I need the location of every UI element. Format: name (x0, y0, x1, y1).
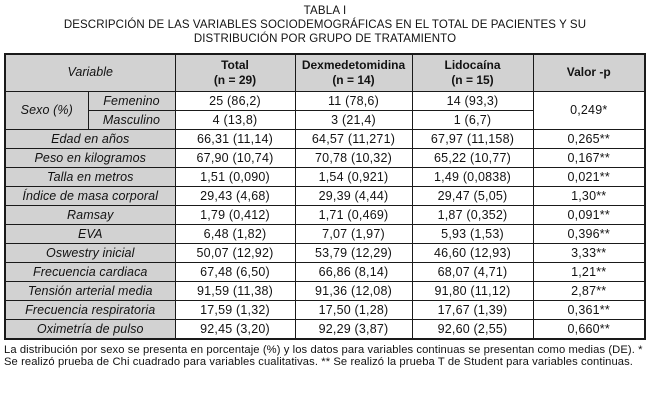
cell-lidocaina: 29,47 (5,05) (412, 186, 533, 205)
cell-total: 17,59 (1,32) (175, 300, 295, 319)
cell-dexmedetomidina: 1,54 (0,921) (295, 167, 412, 186)
row-label: Peso en kilogramos (5, 148, 175, 167)
cell-pvalue: 0,265** (533, 129, 645, 148)
table-row (5, 148, 645, 167)
row-label: Ramsay (5, 205, 175, 224)
col-header-pvalue: Valor -p (533, 54, 645, 91)
cell-pvalue: 0,167** (533, 148, 645, 167)
cell-pvalue: 0,091** (533, 205, 645, 224)
cell-pvalue: 3,33** (533, 243, 645, 262)
table-caption: DESCRIPCIÓN DE LAS VARIABLES SOCIODEMOGRÁFICAS EN EL TOTAL DE PACIENTES Y SU DISTRIBUCIÓN POR GRUPO DE TRATAMIENTO (63, 19, 587, 45)
cell-lidocaina: 67,97 (11,158) (412, 129, 533, 148)
row-label: Talla en metros (5, 167, 175, 186)
table-row (5, 129, 645, 148)
sociodemographic-table (4, 53, 646, 340)
col-header-total-label: Total (221, 57, 249, 72)
cell-pvalue: 0,396** (533, 224, 645, 243)
row-label: Edad en años (5, 129, 175, 148)
row-label-sexo: Sexo (%) (5, 91, 88, 129)
col-header-dexmedetomidina (295, 54, 412, 91)
cell-pvalue: 0,021** (533, 167, 645, 186)
table-row (5, 300, 645, 319)
col-header-dexmedetomidina-n: (n = 14) (332, 72, 375, 87)
cell-total: 67,48 (6,50) (175, 262, 295, 281)
col-header-total-n: (n = 29) (213, 72, 257, 87)
cell-total: 92,45 (3,20) (175, 319, 295, 339)
cell-total: 1,79 (0,412) (175, 205, 295, 224)
cell-lidocaina: 46,60 (12,93) (412, 243, 533, 262)
table-row (5, 224, 645, 243)
col-header-lidocaina-n: (n = 15) (451, 72, 494, 87)
table-row (5, 319, 645, 339)
cell-pvalue: 1,30** (533, 186, 645, 205)
table-row (5, 167, 645, 186)
cell-dexmedetomidina: 91,36 (12,08) (295, 281, 412, 300)
col-header-dexmedetomidina-label: Dexmedetomidina (301, 57, 406, 72)
row-label: Oximetría de pulso (5, 319, 175, 339)
table-row (5, 186, 645, 205)
cell-dexmedetomidina: 3 (21,4) (295, 110, 412, 129)
row-label: Tensión arterial media (5, 281, 175, 300)
cell-pvalue: 2,87** (533, 281, 645, 300)
row-label: EVA (5, 224, 175, 243)
cell-pvalue-sexo: 0,249* (533, 91, 645, 129)
cell-dexmedetomidina: 70,78 (10,32) (295, 148, 412, 167)
cell-dexmedetomidina: 29,39 (4,44) (295, 186, 412, 205)
cell-lidocaina: 5,93 (1,53) (412, 224, 533, 243)
cell-dexmedetomidina: 17,50 (1,28) (295, 300, 412, 319)
cell-dexmedetomidina: 7,07 (1,97) (295, 224, 412, 243)
table-row (5, 243, 645, 262)
row-label: Oswestry inicial (5, 243, 175, 262)
cell-total: 25 (86,2) (175, 91, 295, 110)
cell-lidocaina: 1,49 (0,0838) (412, 167, 533, 186)
cell-pvalue: 0,361** (533, 300, 645, 319)
table-row (5, 205, 645, 224)
col-header-lidocaina (412, 54, 533, 91)
cell-dexmedetomidina: 92,29 (3,87) (295, 319, 412, 339)
cell-lidocaina: 91,80 (11,12) (412, 281, 533, 300)
row-sublabel-masculino: Masculino (88, 110, 175, 129)
cell-total: 50,07 (12,92) (175, 243, 295, 262)
col-header-total (175, 54, 295, 91)
cell-total: 29,43 (4,68) (175, 186, 295, 205)
cell-dexmedetomidina: 1,71 (0,469) (295, 205, 412, 224)
table-row-sexo-femenino (5, 91, 645, 110)
cell-dexmedetomidina: 53,79 (12,29) (295, 243, 412, 262)
cell-total: 91,59 (11,38) (175, 281, 295, 300)
header-row (5, 54, 645, 91)
col-header-lidocaina-label: Lidocaína (444, 57, 501, 72)
table-footnote: La distribución por sexo se presenta en porcentaje (%) y los datos para variables continuas se presentan como medias (DE). * Se realizó prueba de Chi cuadrado para variables cualitativas. ** Se realizó la prueba T de Student para variables continuas. (4, 343, 643, 369)
cell-total: 4 (13,8) (175, 110, 295, 129)
cell-total: 66,31 (11,14) (175, 129, 295, 148)
table-row (5, 262, 645, 281)
cell-dexmedetomidina: 66,86 (8,14) (295, 262, 412, 281)
cell-total: 1,51 (0,090) (175, 167, 295, 186)
cell-lidocaina: 65,22 (10,77) (412, 148, 533, 167)
cell-pvalue: 0,660** (533, 319, 645, 339)
row-sublabel-femenino: Femenino (88, 91, 175, 110)
cell-dexmedetomidina: 64,57 (11,271) (295, 129, 412, 148)
cell-lidocaina: 17,67 (1,39) (412, 300, 533, 319)
cell-total: 67,90 (10,74) (175, 148, 295, 167)
cell-total: 6,48 (1,82) (175, 224, 295, 243)
row-label: Frecuencia cardiaca (5, 262, 175, 281)
cell-lidocaina: 1,87 (0,352) (412, 205, 533, 224)
cell-pvalue: 1,21** (533, 262, 645, 281)
table-row (5, 281, 645, 300)
cell-lidocaina: 92,60 (2,55) (412, 319, 533, 339)
row-label: Frecuencia respiratoria (5, 300, 175, 319)
table-title: TABLA I (303, 5, 347, 17)
col-header-variable: Variable (5, 54, 175, 91)
row-label: Índice de masa corporal (5, 186, 175, 205)
cell-lidocaina: 68,07 (4,71) (412, 262, 533, 281)
cell-dexmedetomidina: 11 (78,6) (295, 91, 412, 110)
cell-lidocaina: 1 (6,7) (412, 110, 533, 129)
cell-lidocaina: 14 (93,3) (412, 91, 533, 110)
